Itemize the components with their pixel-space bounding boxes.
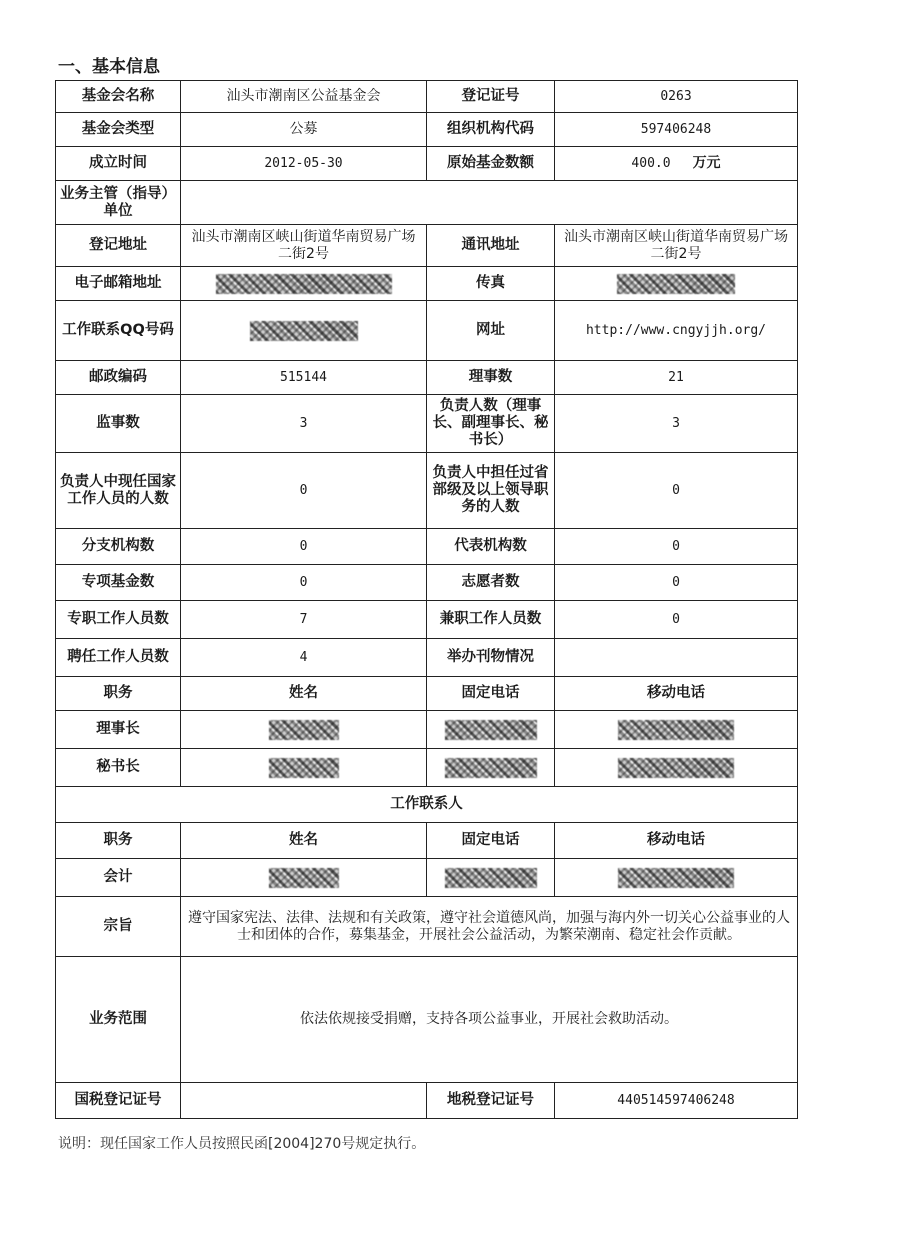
officer-mobile-chairman [555, 711, 798, 749]
officer-landline-secretary [427, 749, 555, 787]
contact-name-accountant [181, 859, 427, 897]
business-scope-label: 业务范围 [56, 957, 181, 1083]
directors-label: 理事数 [427, 361, 555, 395]
redacted-qq [250, 321, 358, 341]
rep-offices-label: 代表机构数 [427, 529, 555, 565]
org-code-value: 597406248 [555, 113, 798, 147]
mailing-address-label: 通讯地址 [427, 225, 555, 267]
email-value [181, 267, 427, 301]
redacted-phone [445, 720, 537, 740]
postcode-label: 邮政编码 [56, 361, 181, 395]
redacted-mobile [618, 758, 734, 778]
registered-address-label: 登记地址 [56, 225, 181, 267]
national-tax-value [181, 1083, 427, 1119]
purpose-label: 宗旨 [56, 897, 181, 957]
registration-number-value: 0263 [555, 81, 798, 113]
foundation-type-value: 公募 [181, 113, 427, 147]
directors-value: 21 [555, 361, 798, 395]
rep-offices-value: 0 [555, 529, 798, 565]
contacts-header-name: 姓名 [181, 823, 427, 859]
fax-value [555, 267, 798, 301]
basic-info-table [55, 80, 798, 1119]
officers-header-mobile: 移动电话 [555, 677, 798, 711]
contact-position-accountant: 会计 [56, 859, 181, 897]
publication-label: 举办刊物情况 [427, 639, 555, 677]
redacted-name [269, 720, 339, 740]
org-code-label: 组织机构代码 [427, 113, 555, 147]
supervisor-unit-label: 业务主管（指导）单位 [56, 181, 181, 225]
redacted-email [216, 274, 392, 294]
email-label: 电子邮箱地址 [56, 267, 181, 301]
fulltime-staff-value: 7 [181, 601, 427, 639]
contact-landline-accountant [427, 859, 555, 897]
foundation-type-label: 基金会类型 [56, 113, 181, 147]
hired-staff-value: 4 [181, 639, 427, 677]
officer-position-secretary: 秘书长 [56, 749, 181, 787]
officer-name-chairman [181, 711, 427, 749]
leaders-count-value: 3 [555, 395, 798, 453]
purpose-value: 遵守国家宪法、法律、法规和有关政策，遵守社会道德风尚，加强与海内外一切关心公益事业的人士和团体的合作，募集基金，开展社会公益活动，为繁荣潮南、稳定社会作贡献。 [181, 897, 798, 957]
branches-value: 0 [181, 529, 427, 565]
business-scope-value: 依法依规接受捐赠，支持各项公益事业，开展社会救助活动。 [181, 957, 798, 1083]
hired-staff-label: 聘任工作人员数 [56, 639, 181, 677]
local-tax-label: 地税登记证号 [427, 1083, 555, 1119]
redacted-name [269, 758, 339, 778]
website-value: http://www.cngyjjh.org/ [555, 301, 798, 361]
special-funds-label: 专项基金数 [56, 565, 181, 601]
footnote: 说明：现任国家工作人员按照民函[2004]270号规定执行。 [58, 1136, 426, 1152]
officer-landline-chairman [427, 711, 555, 749]
gov-staff-label: 负责人中现任国家工作人员的人数 [56, 453, 181, 529]
branches-label: 分支机构数 [56, 529, 181, 565]
supervisors-label: 监事数 [56, 395, 181, 453]
supervisors-value: 3 [181, 395, 427, 453]
volunteers-label: 志愿者数 [427, 565, 555, 601]
gov-staff-value: 0 [181, 453, 427, 529]
website-label: 网址 [427, 301, 555, 361]
established-label: 成立时间 [56, 147, 181, 181]
officers-header-landline: 固定电话 [427, 677, 555, 711]
established-value: 2012-05-30 [181, 147, 427, 181]
officers-header-name: 姓名 [181, 677, 427, 711]
foundation-name-value: 汕头市潮南区公益基金会 [181, 81, 427, 113]
parttime-staff-value: 0 [555, 601, 798, 639]
contacts-header-mobile: 移动电话 [555, 823, 798, 859]
national-tax-label: 国税登记证号 [56, 1083, 181, 1119]
registered-address-value: 汕头市潮南区峡山街道华南贸易广场二街2号 [181, 225, 427, 267]
special-funds-value: 0 [181, 565, 427, 601]
contacts-title: 工作联系人 [56, 787, 798, 823]
section-title: 一、基本信息 [58, 57, 160, 77]
officer-name-secretary [181, 749, 427, 787]
mailing-address-value: 汕头市潮南区峡山街道华南贸易广场二街2号 [555, 225, 798, 267]
parttime-staff-label: 兼职工作人员数 [427, 601, 555, 639]
volunteers-value: 0 [555, 565, 798, 601]
postcode-value: 515144 [181, 361, 427, 395]
original-fund-label: 原始基金数额 [427, 147, 555, 181]
redacted-name [269, 868, 339, 888]
foundation-name-label: 基金会名称 [56, 81, 181, 113]
redacted-phone [445, 868, 537, 888]
redacted-mobile [618, 720, 734, 740]
local-tax-value: 440514597406248 [555, 1083, 798, 1119]
contact-mobile-accountant [555, 859, 798, 897]
qq-label: 工作联系QQ号码 [56, 301, 181, 361]
officer-mobile-secretary [555, 749, 798, 787]
officers-header-position: 职务 [56, 677, 181, 711]
contacts-header-position: 职务 [56, 823, 181, 859]
officer-position-chairman: 理事长 [56, 711, 181, 749]
redacted-phone [445, 758, 537, 778]
qq-value [181, 301, 427, 361]
contacts-header-landline: 固定电话 [427, 823, 555, 859]
provincial-leaders-label: 负责人中担任过省部级及以上领导职务的人数 [427, 453, 555, 529]
registration-number-label: 登记证号 [427, 81, 555, 113]
fund-unit: 万元 [692, 155, 721, 171]
redacted-mobile [618, 868, 734, 888]
leaders-count-label: 负责人数（理事长、副理事长、秘书长） [427, 395, 555, 453]
fulltime-staff-label: 专职工作人员数 [56, 601, 181, 639]
original-fund-value: 400.0 万元 [555, 147, 798, 181]
fax-label: 传真 [427, 267, 555, 301]
redacted-fax [617, 274, 735, 294]
supervisor-unit-value [181, 181, 798, 225]
publication-value [555, 639, 798, 677]
provincial-leaders-value: 0 [555, 453, 798, 529]
